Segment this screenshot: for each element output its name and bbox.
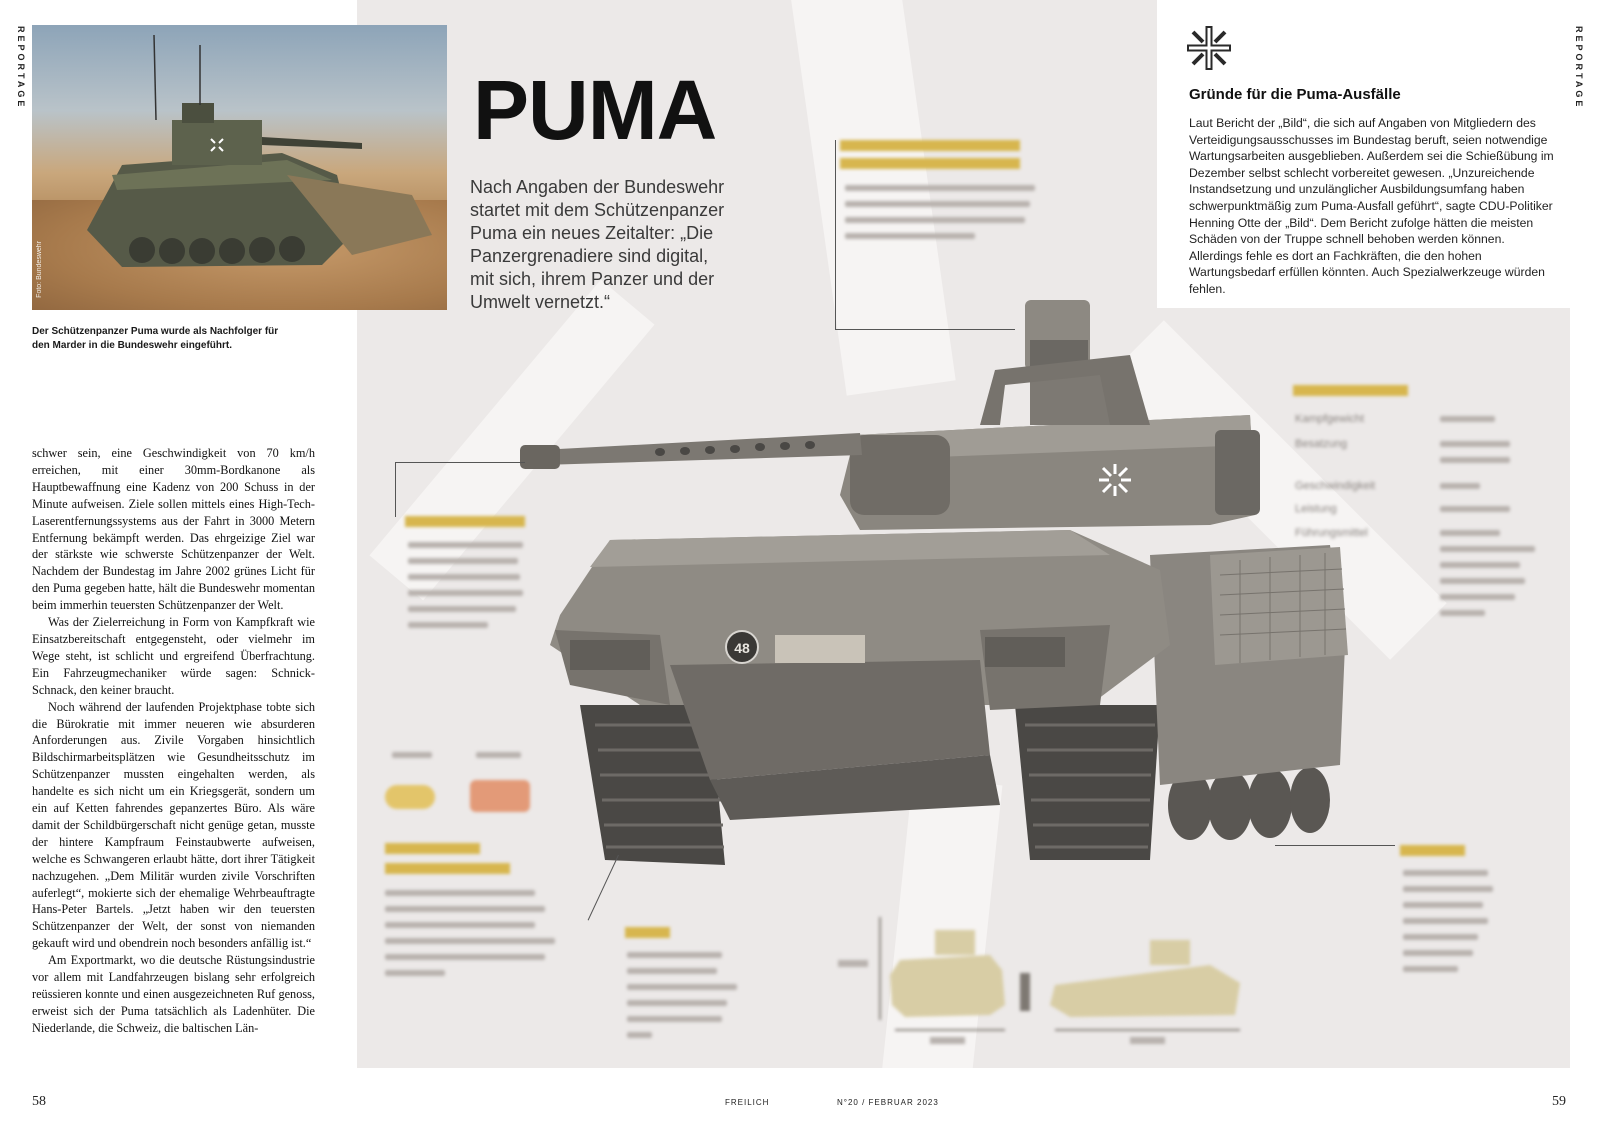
section-label-right: REPORTAGE: [1574, 26, 1584, 110]
tank-photo: [32, 25, 447, 310]
spec-label-5: Führungsmittel: [1295, 527, 1368, 539]
puma-tank-illustration: [510, 285, 1370, 875]
section-label-left: REPORTAGE: [16, 26, 26, 110]
info-box: [1157, 0, 1570, 308]
body-paragraph: schwer sein, eine Geschwindigkeit von 70 km/h erreichen, mit einer 30mm-Bordkanone als Hauptbewaffnung eine Kadenz von 200 Schuss in der Minute aufweisen. Ziele sollen mittels eines High-Tech-Laserentfernungssystems aus der Fahrt in 3000 Metern Entfernung bekämpft werden. Das ehrgeizige Ziel war der stärkste wie schwerste Schützenpanzer der Welt. Nachdem der Bundestag im Jahre 2002 grünes Licht für den Puma gegeben hatte, hält die Bundeswehr momentan beim immerhin teuersten Schützenpanzer der Welt.: [32, 446, 315, 613]
info-box-heading: Gründe für die Puma-Ausfälle: [1189, 86, 1401, 103]
size-comparison-graphic: [830, 905, 1260, 1050]
spec-label-2: Besatzung: [1295, 438, 1347, 450]
spec-label-4: Leistung: [1295, 503, 1337, 515]
photo-caption: Der Schützenpanzer Puma wurde als Nachfolger für den Marder in die Bundeswehr eingeführt.: [32, 326, 279, 351]
body-paragraph: Am Exportmarkt, wo die deutsche Rüstungsindustrie vor allem mit Landfahrzeugen bislang sehr erfolgreich reüssieren konnte und einen ausgezeichneten Ruf genoss, erweist sich der Puma tatsächlich als Ladenhüter. Die Niederlande, die Schweiz, die baltischen Län-: [32, 953, 315, 1035]
photo-credit: Foto: Bundeswehr: [36, 241, 43, 298]
page-title: PUMA: [473, 63, 717, 157]
body-paragraph: Noch während der laufenden Projektphase tobte sich die Bürokratie mit immer neueren wie absurderen Anforderungen aus. Zivile Vorgaben hinsichtlich Bildschirmarbeitsplätzen wie Gesundheitsschutz im Schützenpanzer mussten eingehalten werden, als handelte es sich nicht um ein Kriegsgerät, sondern um ein auf Ketten fahrendes gepanzertes Büro. Als wäre damit der Schildbürgerschaft nicht genüge getan, musste der hintere Kampfraum Feinstaubwerte aufweisen, welche es Schwangeren erlaubt hätte, dort ihrer Tätigkeit nachzugehen. „Dem Militär wurden zivile Vorschriften auferlegt“, mokierte sich der ehemalige Wehrbeauftragte Hans-Peter Bartels. „Jetzt haben wir den teuersten Schützenpanzer der Welt, der sonst von niemanden gekauft wird und obendrein noch besonders anfällig ist.“: [32, 699, 315, 951]
bundeswehr-cross-icon: [1185, 24, 1233, 72]
spec-label-3: Geschwindigkeit: [1295, 480, 1376, 492]
page-number-left: 58: [32, 1094, 46, 1109]
magazine-name: FREILICH: [725, 1098, 770, 1107]
info-box-text: Laut Bericht der „Bild“, die sich auf Angaben von Mitgliedern des Verteidigungsausschusses im Bundestag beruft, seien notwendige Wartungsarbeiten ausgeblieben. Außerdem sei die Schießübung im Dezember selbst schlecht vorbereitet gewesen. „Unzureichende Instandsetzung und unzulänglicher Ausbildungsumfang haben schwerpunktmäßig zum Puma-Ausfall geführt“, sagte CDU-Politiker Henning Otte der „Bild“. Dem Bericht zufolge hätten die meisten Schäden von der Truppe schnell behoben werden können. Allerdings fehle es dort an Fachkräften, die den hohen Wartungsbedarf erfüllen könnten. Auch Spezialwerkzeuge würden fehlen.: [1189, 116, 1554, 296]
body-paragraph: Was der Zielerreichung in Form von Kampfkraft wie Einsatzbereitschaft entgegensteht, oder vielmehr im Wege steht, ist schlicht und ergreifend Überfrachtung. Ein Fahrzeugmechaniker würde sagen: Schnick-Schnack, den keiner braucht.: [32, 615, 315, 697]
article-body: [32, 445, 315, 1037]
tank-number: 48: [734, 640, 750, 656]
spec-label-1: Kampfgewicht: [1295, 413, 1365, 425]
lede-text: Nach Angaben der Bundeswehr startet mit dem Schützenpanzer Puma ein neues Zeitalter: „Die Panzergrenadiere sind digital, mit sich, ihrem Panzer und der Umwelt vernetzt.“: [470, 177, 725, 312]
page-number-right: 59: [1552, 1094, 1566, 1109]
issue-info: N°20 / FEBRUAR 2023: [837, 1098, 939, 1107]
